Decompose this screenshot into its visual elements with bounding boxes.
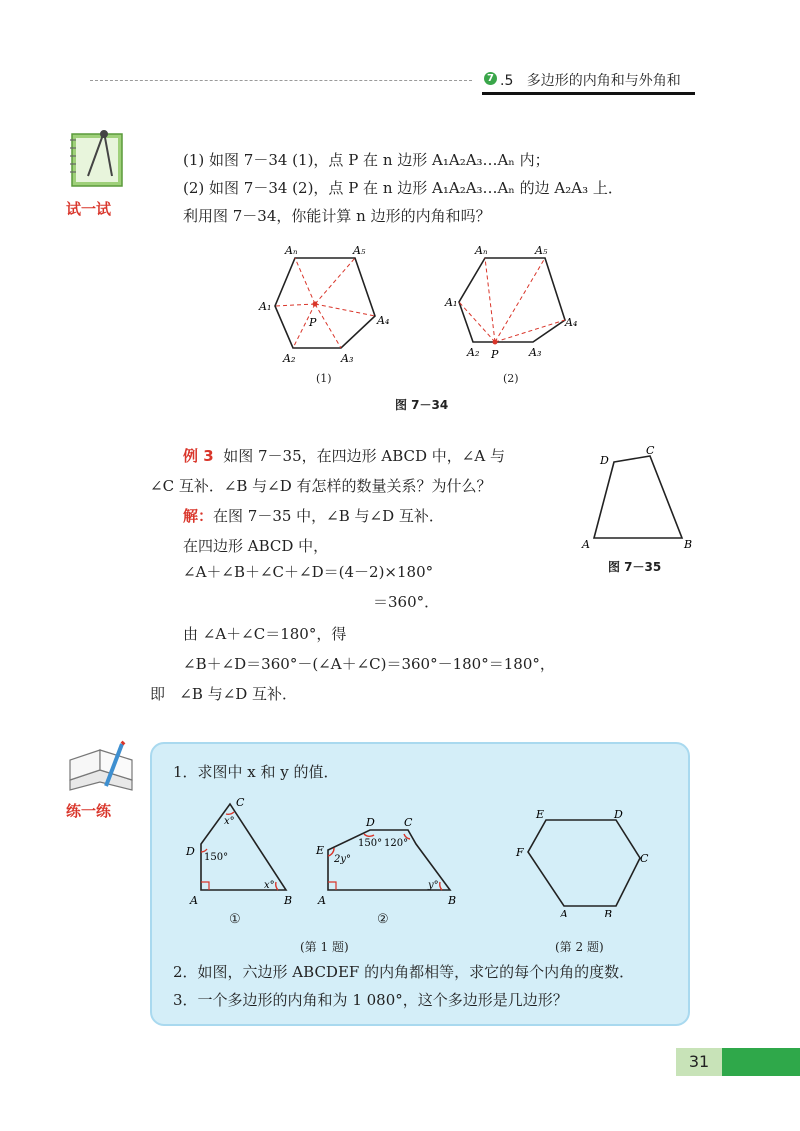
hex-A: A [560,908,568,917]
fig2-angle-C: 120° [384,838,409,849]
example-label: 例 3 [183,447,214,465]
header-rule [482,92,695,95]
fig1-label-A2: A₂ [283,352,296,365]
hex-B: B [604,908,613,917]
fig1-angle-D: 150° [204,852,229,863]
try-line-2: (2) 如图 7－34 (2)，点 P 在 n 边形 A₁A₂A₃…Aₙ 的边 A₂A₃ 上． [183,179,623,197]
practice-q3: 3．一个多边形的内角和为 1 080°，这个多边形是几边形？ [173,991,568,1009]
fig2-label-A1: A₁ [445,296,458,309]
practice-label: 练一练 [66,802,112,820]
caption-q1: (第 1 题) [300,940,349,954]
fig2-label-A5: A₅ [535,244,548,257]
fig2-label-A4: A₄ [565,316,578,329]
fig1-A: A [190,894,198,907]
try-line-3: 利用图 7－34，你能计算 n 边形的内角和吗？ [183,207,491,225]
fig1-C: C [236,796,245,809]
fig2-A: A [318,894,326,907]
header-dashed-line [90,80,472,81]
fig1-B: B [284,894,293,907]
figure-7-34 [255,238,595,388]
fig2-label-A2: A₂ [467,346,480,359]
fig2-angle-E: 2y° [334,854,352,865]
fig1-label-A4: A₄ [377,314,390,327]
fig1-angle-B: x° [264,880,275,891]
fig-q1-1-label: ① [229,912,241,927]
fig2-label-A3: A₃ [529,346,542,359]
practice-q1: 1．求图中 x 和 y 的值． [173,763,339,781]
section-number-badge: 7 [484,72,497,85]
fig2-B: B [448,894,457,907]
practice-q2: 2．如图，六边形 ABCDEF 的内角都相等，求它的每个内角的度数． [173,963,635,981]
practice-figures [180,792,650,917]
fig1-D: D [186,845,195,858]
page-number-bar [722,1048,800,1076]
hexagon-edge-point [459,258,565,345]
fig1-label-A1: A₁ [259,300,272,313]
section-title: .5 多边形的内角和与外角和 [500,73,681,89]
solution-line-1: 解：在图 7－35 中，∠B 与∠D 互补． [183,507,444,525]
example-line-7: ∠B＋∠D＝360°－(∠A＋∠C)＝360°－180°＝180°， [183,655,555,673]
figure-7-35-caption: 图 7－35 [608,560,662,574]
hexagon-inner-point [275,258,375,348]
example-line-2: ∠C 互补．∠B 与∠D 有怎样的数量关系？为什么？ [150,477,492,495]
fig1-label-P: P [309,316,317,329]
hex-C: C [640,852,649,865]
fig1-label-A5: A₅ [353,244,366,257]
fig2-angle-B: y° [428,880,439,891]
try-line-1: (1) 如图 7－34 (1)，点 P 在 n 边形 A₁A₂A₃…Aₙ 内； [183,151,550,169]
subfig-1-label: (1) [316,372,332,385]
fig2-label-An: Aₙ [475,244,488,257]
fig1-label-An: Aₙ [285,244,298,257]
example-line-5: ＝360°． [373,593,440,611]
solution-label: 解： [183,507,214,525]
figure-7-35 [578,444,698,556]
page-number: 31 [676,1048,722,1076]
fig-q1-2-label: ② [377,912,389,927]
fig2-C: C [404,816,413,829]
figure-7-34-caption: 图 7－34 [395,398,449,412]
fig735-label-A: A [582,538,590,551]
fig1-label-A3: A₃ [341,352,354,365]
fig735-label-D: D [600,454,609,467]
hex-D: D [614,808,623,821]
try-icon [62,128,132,196]
fig2-D: D [366,816,375,829]
fig2-angle-D: 150° [358,838,383,849]
example-line-8: 即 ∠B 与∠D 互补． [150,685,298,703]
hexagon-q2 [528,820,640,906]
caption-q2: (第 2 题) [555,940,604,954]
fig2-label-P: P [491,348,499,361]
hex-F: F [516,846,524,859]
fig735-label-C: C [646,444,655,457]
hex-E: E [536,808,545,821]
fig2-E: E [316,844,325,857]
example-line-6: 由 ∠A＋∠C＝180°，得 [183,625,347,643]
fig-q1-1 [201,804,286,890]
subfig-2-label: (2) [503,372,519,385]
fig735-label-B: B [684,538,693,551]
try-label: 试一试 [66,200,112,218]
fig1-angle-C: x° [224,816,235,827]
example-line-1: 例 3 如图 7－35，在四边形 ABCD 中，∠A 与 [183,447,505,465]
example-line-3: 在四边形 ABCD 中， [183,537,329,555]
practice-icon [62,740,138,800]
example-line-4: ∠A＋∠B＋∠C＋∠D＝(4－2)×180° [183,563,434,581]
